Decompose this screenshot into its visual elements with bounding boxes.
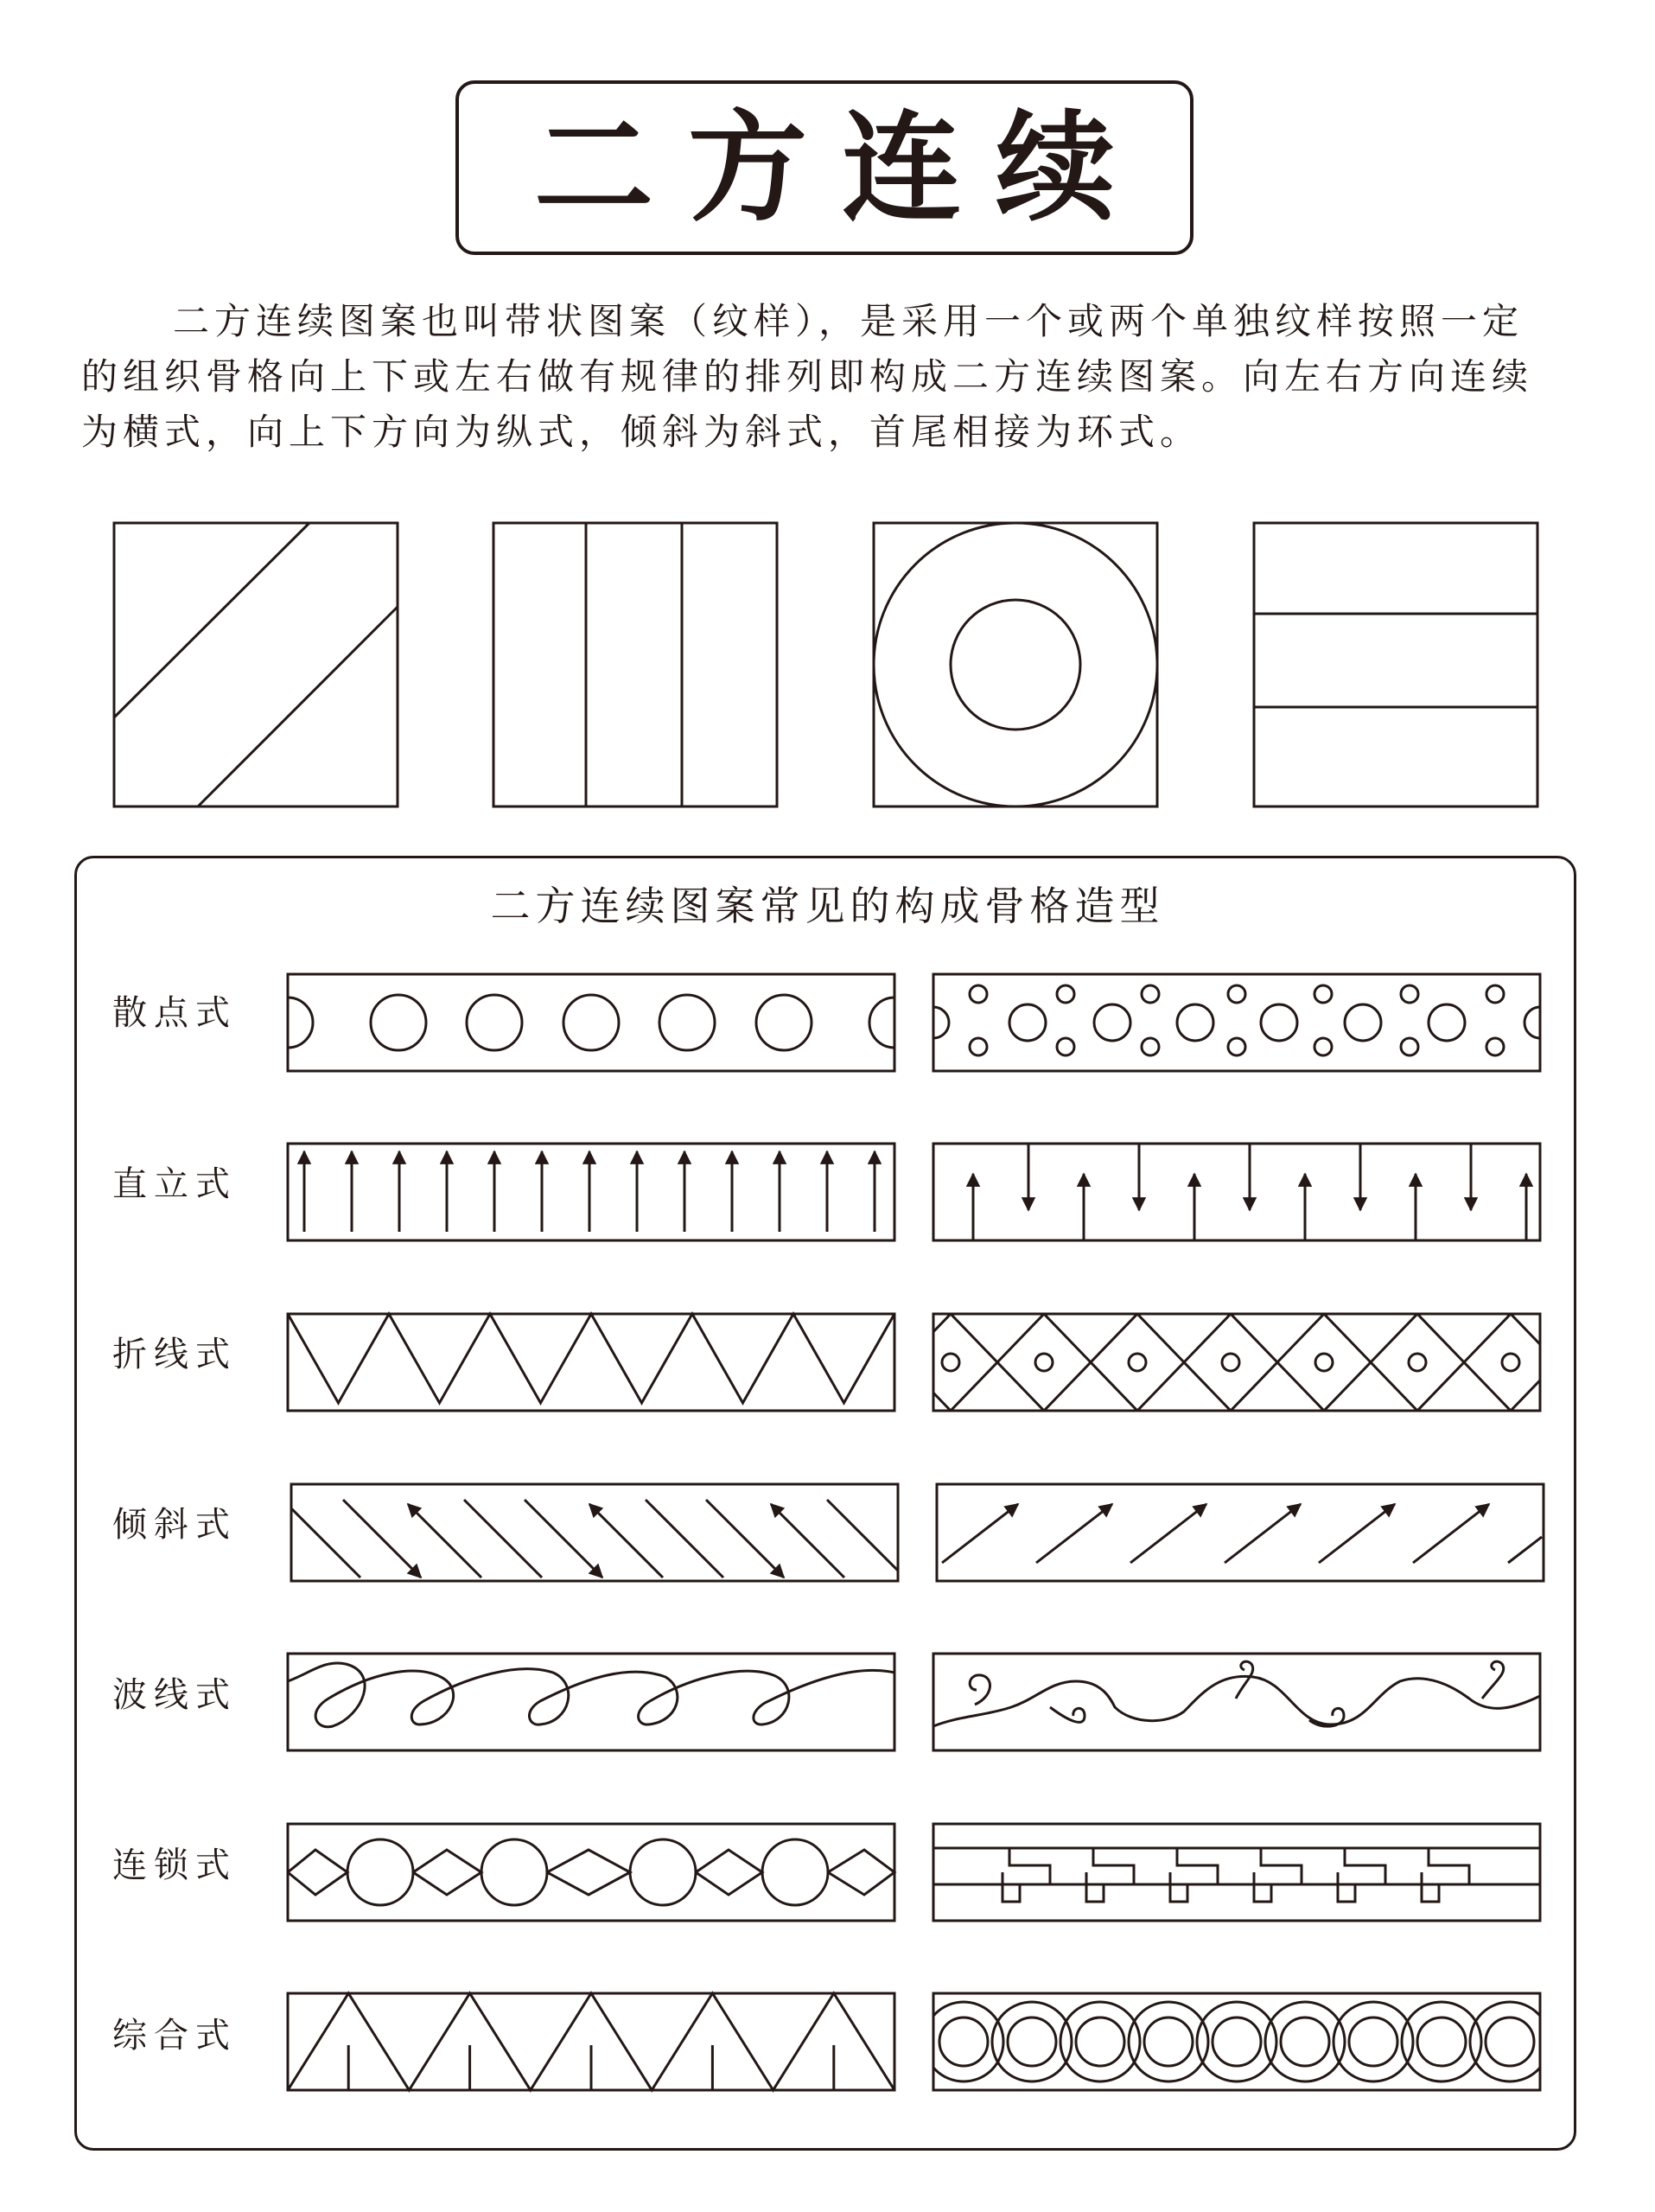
- diagonal-layout-diagram: [114, 523, 398, 806]
- page-title: 二方连续: [533, 97, 1149, 238]
- horizontal-layout-diagram: [1254, 523, 1537, 806]
- skeleton-panel: [74, 856, 1576, 2151]
- label-chain: 连锁式: [112, 1845, 237, 1885]
- ring-layout-diagram: [874, 523, 1157, 806]
- label-oblique: 倾斜式: [112, 1505, 237, 1545]
- intro-text: 二方连续图案也叫带状图案（纹样），是采用一个或两个单独纹样按照一定的组织骨格向上下或左右做有规律的排列即构成二方连续图案。向左右方向连续为横式，向上下方向为纵式，倾斜为斜式，首尾相接为环式。: [81, 300, 1534, 453]
- vertical-layout-diagram: [493, 523, 777, 806]
- label-scatter: 散点式: [112, 993, 237, 1033]
- label-composite: 综合式: [112, 2016, 237, 2056]
- label-upright: 直立式: [112, 1164, 237, 1204]
- panel-title: 二方连续图案常见的构成骨格造型: [490, 883, 1165, 929]
- label-wave: 波线式: [112, 1675, 237, 1715]
- label-zigzag: 折线式: [112, 1335, 237, 1374]
